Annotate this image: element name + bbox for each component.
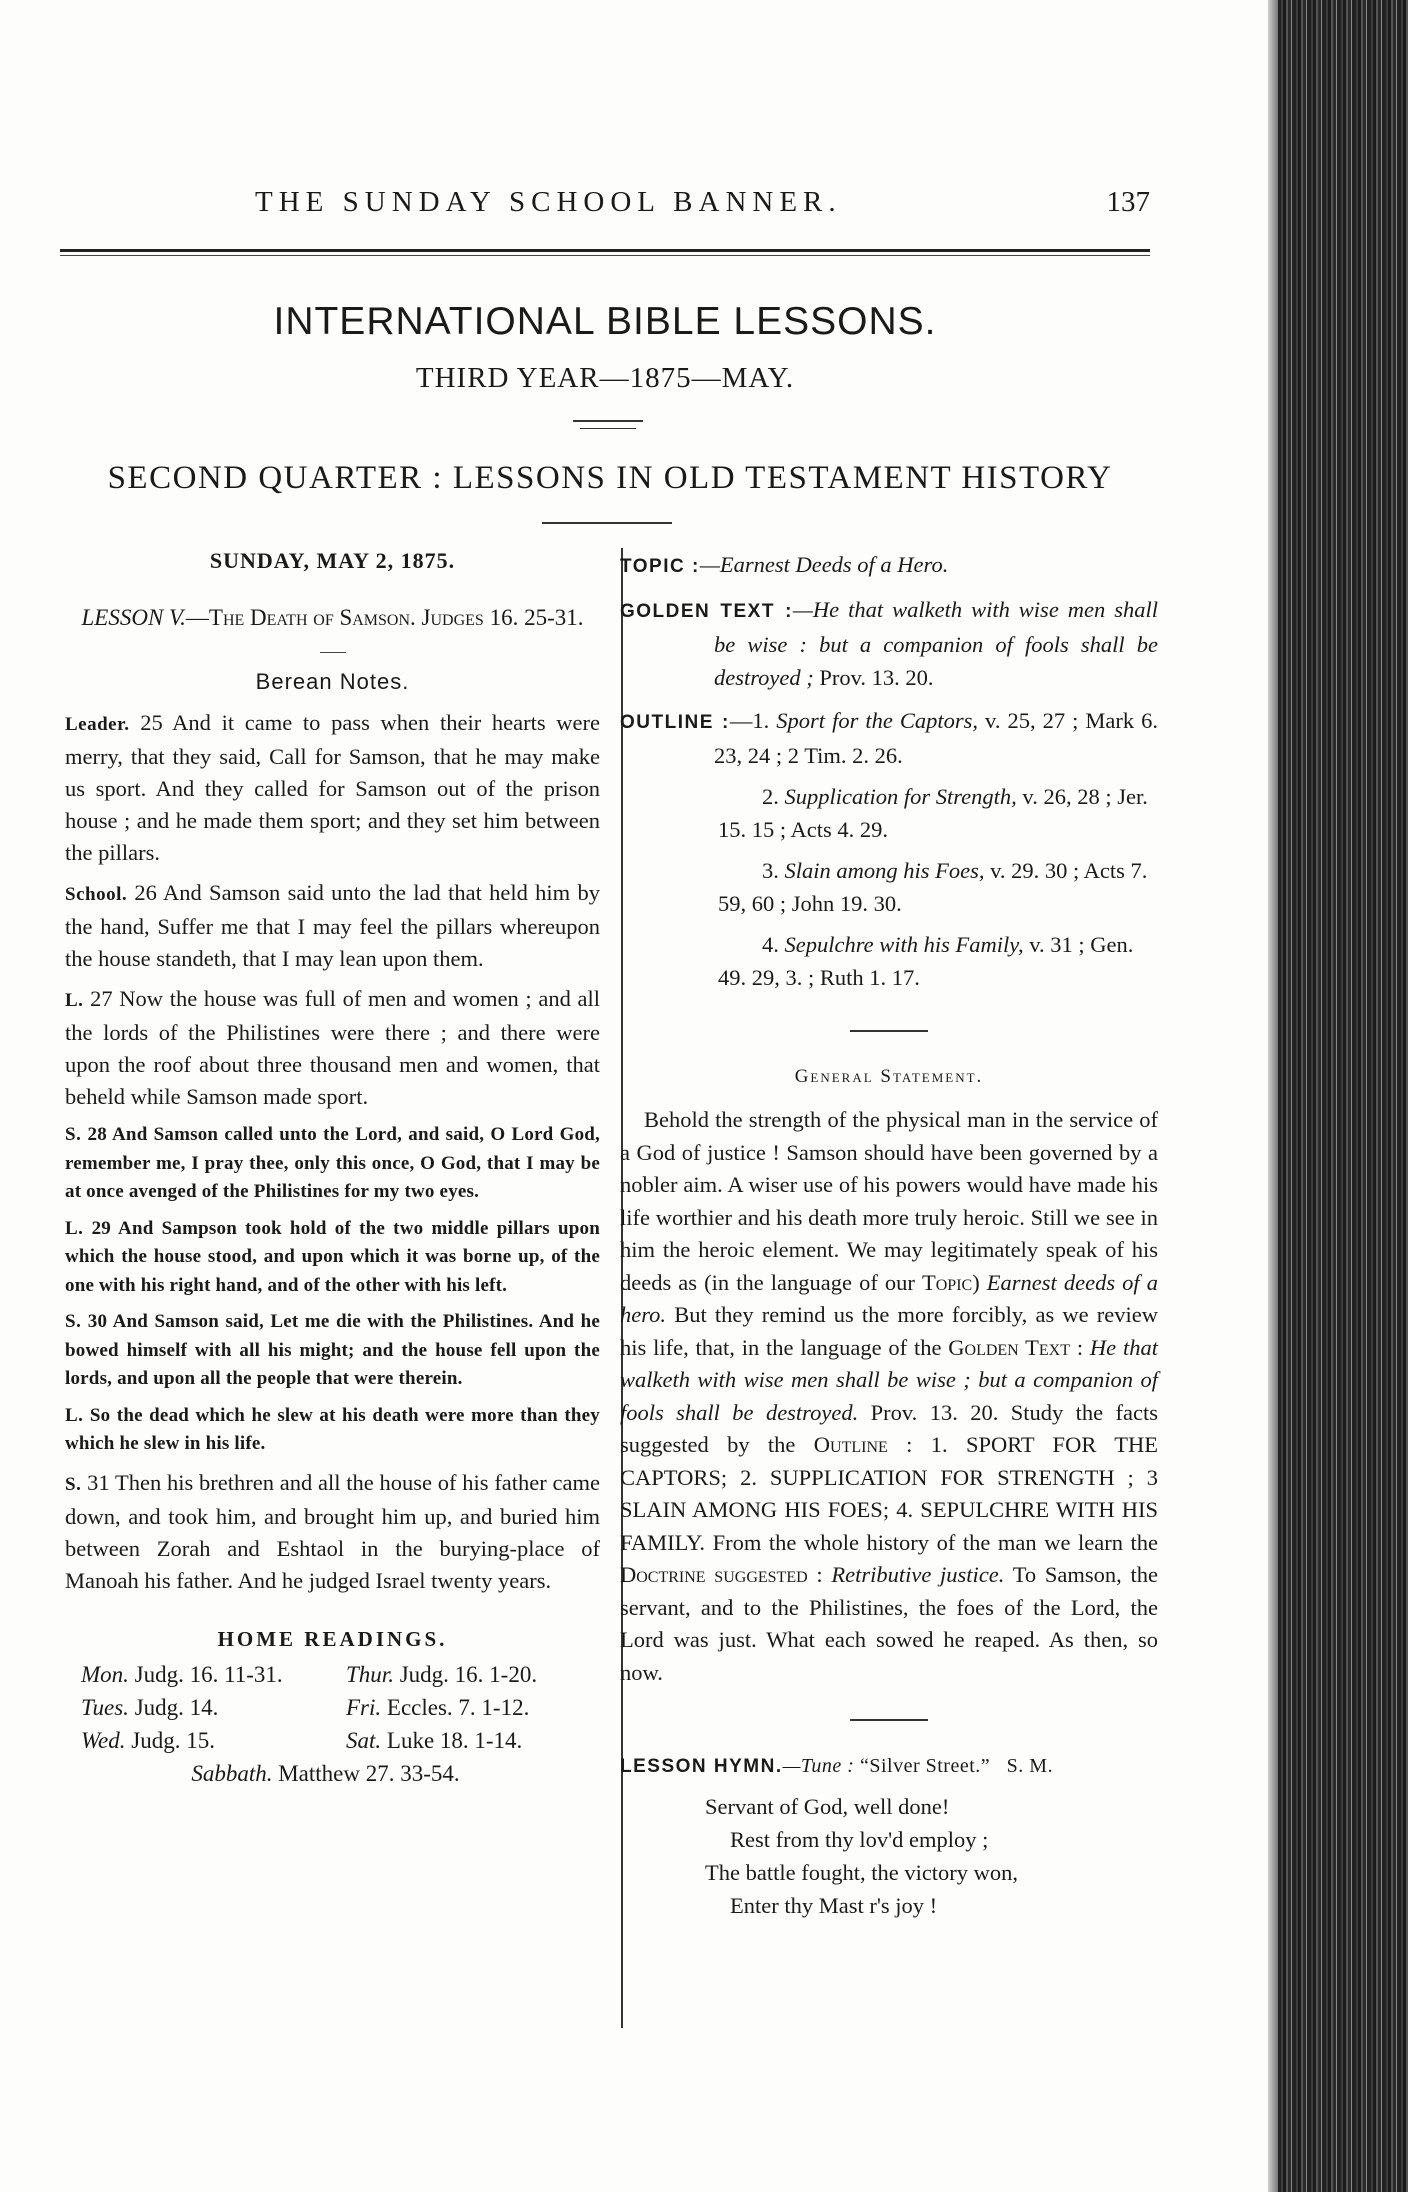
reading-day: Wed. [81, 1727, 126, 1753]
general-outline-ref: Outline : [813, 1432, 913, 1457]
hymn-meter: S. M. [1006, 1755, 1054, 1777]
verse-speaker: L. [65, 990, 84, 1011]
running-head [60, 186, 1150, 226]
verse-text: So the dead which he slew at his death were more than they which he slew in his life. [65, 1404, 601, 1454]
ornament-rule [573, 420, 643, 422]
verse-text: 31 Then his brethren and all the house of his father came down, and took him, and brought him up, and buried him between Zorah and Eshtaol in the burying-place of Manoah his father. And he judged Israel twenty years. [65, 1469, 601, 1593]
reading-sabbath [81, 1757, 600, 1790]
section-rule [850, 1030, 928, 1032]
home-readings [65, 1658, 600, 1790]
left-column [65, 548, 600, 1790]
verse-text: 29 And Sampson took hold of the two middle pillars upon which the house stood, and upon which it was borne up, of the one with his right hand, and of the other with his left. [65, 1217, 601, 1296]
hymn-tune: “Silver Street.” [859, 1755, 991, 1777]
verse-text: 30 And Samson said, Let me die with the Philistines. And he bowed himself with all his might; and the house fell upon the lords, and upon all the people that were therein. [65, 1311, 601, 1389]
hymn-line: Servant of God, well done! [705, 1794, 950, 1819]
reading-ref: Judg. 14. [134, 1694, 219, 1720]
notes-heading: Berean Notes. [255, 669, 410, 694]
lesson-hymn-heading [620, 1755, 1158, 1778]
verse-paragraph [65, 1308, 600, 1394]
reading-row [81, 1658, 600, 1691]
hymn-line: Rest from thy lov'd employ ; [730, 1827, 989, 1852]
header-rule-thin [60, 255, 1150, 256]
outline-item [620, 854, 1158, 920]
verse-paragraph [65, 877, 600, 975]
topic-text: —Earnest Deeds of a Hero. [699, 552, 949, 577]
general-doctrine-ref: Doctrine suggested : [620, 1562, 823, 1587]
verse-text: 27 Now the house was full of men and women ; and all the lords of the Philistines were there ; and there were upon the roof about three thousand men and women, that beheld while Samson made sport. [65, 986, 600, 1109]
verse-speaker: L. [65, 1404, 84, 1426]
general-text: To Samson, the servant, and to the Philistines, the foes of the Lord, the Lord was just. What each sowed he reaped. As then, so now. [620, 1562, 1159, 1685]
outline-label: OUTLINE : [620, 712, 730, 733]
general-topic-text: Earnest deeds of a hero. [620, 1269, 1159, 1327]
golden-quote: —He that walketh with wise men shall be wise : but a companion of fools shall be destroyed ; [714, 597, 1158, 690]
general-text: But they remind us the more forcibly, as we review his life, that, in the language of the [620, 1302, 1158, 1360]
golden-label: GOLDEN TEXT : [620, 601, 793, 622]
golden-ref: Prov. 13. 20. [819, 665, 934, 690]
running-title: THE SUNDAY SCHOOL BANNER. [255, 186, 842, 218]
reading-ref: Judg. 16. 11-31. [134, 1661, 283, 1687]
reading-day: Fri. [346, 1694, 382, 1720]
quarter-rule [542, 522, 672, 524]
book-page-edges [1268, 0, 1408, 2192]
outline-refs: v. 26, 28 ; Jer. 15. 15 ; Acts 4. 29. [718, 784, 1148, 842]
hymn-tune-label: —Tune : [782, 1755, 855, 1777]
ornament-rule-thin [580, 428, 636, 429]
lesson-label: LESSON V. [81, 605, 186, 630]
general-golden-ref: Golden Text : [948, 1334, 1084, 1360]
lesson-heading [65, 602, 600, 634]
outline-num: 4. [762, 932, 779, 957]
verse-paragraph [65, 983, 600, 1113]
main-title: INTERNATIONAL BIBLE LESSONS. [273, 300, 937, 343]
section-rule [850, 1719, 928, 1721]
outline-item [620, 928, 1158, 994]
reading-ref: Matthew 27. 33-54. [278, 1760, 460, 1786]
hymn-line: The battle fought, the victory won, [705, 1860, 1019, 1885]
outline-title: Sepulchre with his Family, [784, 932, 1024, 957]
right-column [620, 548, 1158, 1922]
outline-refs: v. 31 ; Gen. 49. 29, 3. ; Ruth 1. 17. [718, 932, 1134, 990]
verse-paragraph [65, 1121, 600, 1207]
reading-day: Sat. [346, 1727, 382, 1753]
reading-day: Mon. [81, 1661, 129, 1687]
reading-day: Thur. [346, 1661, 394, 1687]
reading-ref: Luke 18. 1-14. [386, 1727, 523, 1753]
reading-ref: Judg. 15. [131, 1727, 215, 1753]
golden-text [620, 593, 1158, 694]
topic-line [620, 548, 1158, 583]
verse-speaker: School. [65, 884, 128, 905]
general-topic-ref: Topic) [922, 1269, 980, 1295]
verse-paragraph [65, 707, 600, 869]
page-number: 137 [1106, 186, 1150, 218]
verse-speaker: S. [65, 1473, 82, 1495]
verse-text: 25 And it came to pass when their hearts were merry, that they said, Call for Samson, that he may make us sport. And they called for Samson out of the prison house ; and he made them sport; and they set him between the pillars. [65, 710, 600, 865]
reading-day: Tues. [81, 1694, 129, 1720]
lesson-date: SUNDAY, MAY 2, 1875. [209, 548, 456, 573]
lesson-title: —The Death of Samson. Judges 16. 25-31. [185, 605, 584, 630]
outline-num: 2. [762, 784, 779, 809]
verse-speaker: S. [65, 1311, 82, 1332]
verse-text: 26 And Samson said unto the lad that held him by the hand, Suffer me that I may feel the pillars whereupon the house standeth, that I may lean upon them. [65, 880, 600, 971]
reading-row [81, 1691, 600, 1724]
outline-item: OUTLINE :—1. Sport for the Captors, v. 25, 27 ; Mark 6. 23, 24 ; 2 Tim. 2. 26. [620, 708, 1159, 768]
outline-title: Slain among his Foes, [784, 858, 985, 883]
verse-paragraph [65, 1467, 600, 1597]
verse-paragraph [65, 1215, 600, 1301]
reading-ref: Judg. 16. 1-20. [399, 1661, 538, 1687]
general-text: Prov. 13. 20. Study the facts suggested by the [620, 1399, 1158, 1457]
general-statement-heading: General Statement. [794, 1066, 984, 1087]
outline-title: Sport for the Captors, [776, 708, 978, 733]
outline-num: 1. [752, 708, 770, 733]
reading-ref: Eccles. 7. 1-12. [386, 1694, 530, 1720]
hymn-label: LESSON HYMN. [620, 1756, 783, 1777]
verse-speaker: S. [65, 1124, 82, 1145]
sub-title: THIRD YEAR—1875—MAY. [415, 362, 795, 394]
outline-title: Supplication for Strength, [784, 784, 1017, 809]
general-statement [620, 1104, 1158, 1689]
hymn-line: Enter thy Mast r's joy ! [730, 1893, 938, 1918]
reading-day: Sabbath. [191, 1760, 273, 1786]
topic-label: TOPIC : [620, 556, 700, 577]
outline-item [620, 780, 1158, 846]
general-golden-text: He that walketh with wise men shall be wise ; but a companion of fools shall be destroyed. [620, 1334, 1158, 1425]
verse-speaker: Leader. [65, 714, 130, 735]
header-rule [60, 249, 1150, 252]
home-readings-heading: HOME READINGS. [217, 1626, 448, 1651]
general-text: Behold the strength of the physical man in the service of a God of justice ! Samson should have been governed by a nobler aim. A wiser use of his powers would have made his life worthier and his death more truly heroic. Still we see in him the heroic element. We may legitimately speak of his deeds as (in the language of our [620, 1107, 1158, 1295]
quarter-title: SECOND QUARTER : LESSONS IN OLD TESTAMENT HISTORY [107, 460, 1113, 496]
verse-speaker: L. [65, 1217, 84, 1239]
reading-row [81, 1724, 600, 1757]
outline-refs: v. 25, 27 ; Mark 6. 23, 24 ; 2 Tim. 2. 26. [714, 708, 1159, 768]
short-rule [320, 652, 346, 653]
general-text: 1. SPORT FOR THE CAPTORS; 2. SUPPLICATION FOR STRENGTH ; 3 SLAIN AMONG HIS FOES; 4. SEPULCHRE WITH HIS FAMILY. From the whole history of the man we learn the [620, 1432, 1158, 1555]
outline-num: 3. [762, 858, 779, 883]
general-doctrine-text: Retributive justice. [831, 1562, 1005, 1587]
verse-paragraph [65, 1402, 600, 1459]
outline-refs: v. 29. 30 ; Acts 7. 59, 60 ; John 19. 30. [718, 858, 1148, 916]
verse-text: 28 And Samson called unto the Lord, and said, O Lord God, remember me, I pray thee, only this once, O God, that I may be at once avenged of the Philistines for my two eyes. [65, 1124, 601, 1202]
